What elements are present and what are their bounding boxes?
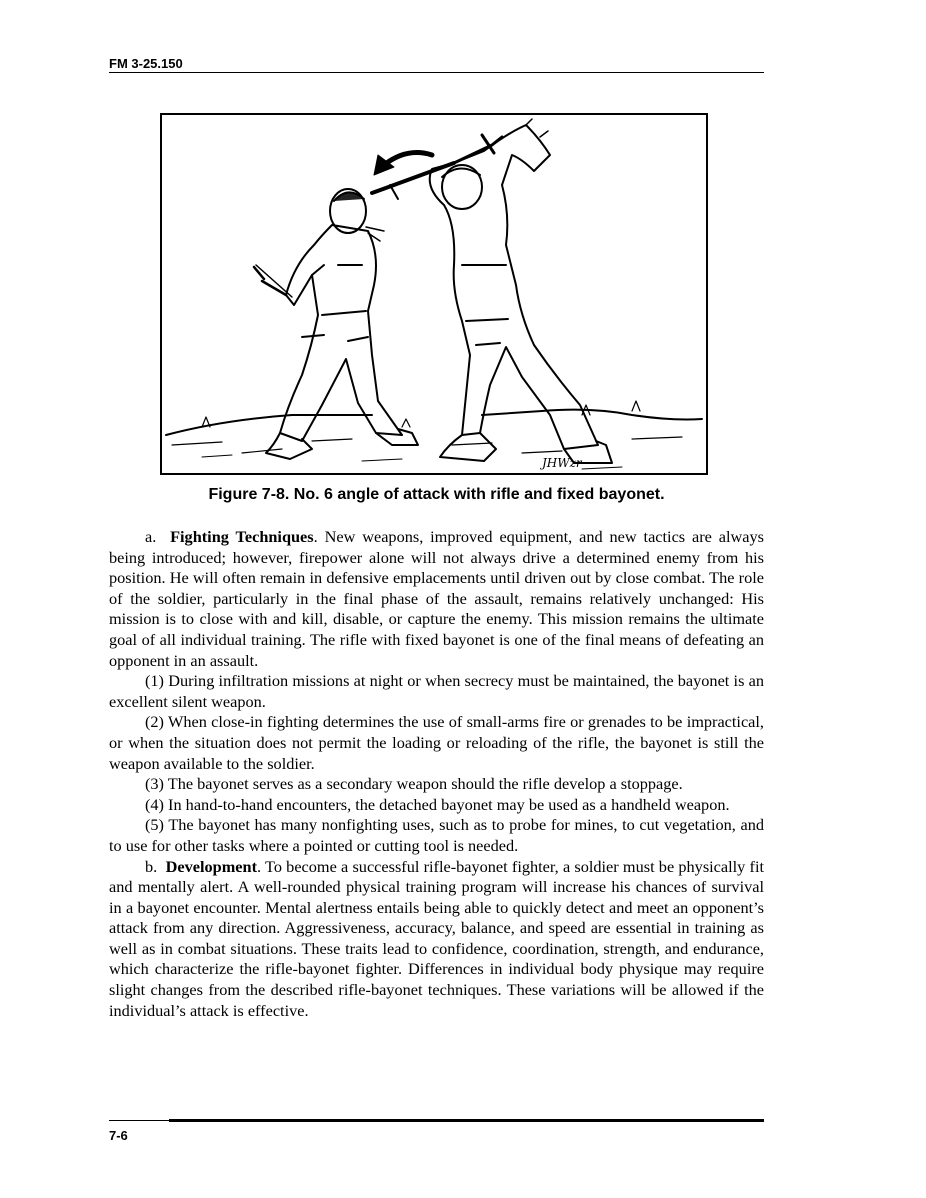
running-header: FM 3-25.150	[109, 56, 183, 71]
para-b-text: . To become a successful rifle-bayonet fighter, a soldier must be physically fit and mentally alert. A well-rounded physical training program will increase his chances of survival in a bayonet encounter. Mental alertness entails being able to quickly detect and meet an opponent’s attack from any direction. Aggressiveness, accuracy, balance, and speed are essential in training as well as in combat situations. These traits lead to confidence, coordination, strength, and endurance, which characterize the rifle-bayonet fighter. Differences in individual body physique may require slight changes from the described rifle-bayonet techniques. These variations will be allowed if the individual’s attack is effective.	[109, 856, 765, 1020]
figure-caption: Figure 7-8. No. 6 angle of attack with rifle and fixed bayonet.	[208, 486, 665, 503]
para-a-text: . New weapons, improved equipment, and new tactics are always being introduced; however, firepower alone will not always drive a determined enemy from his position. He will often remain in defensive emplacements until driven out by close combat. The role of the soldier, particularly in the final phase of the assault, remains relatively unchanged: His mission is to close with and kill, disable, or capture the enemy. This mission remains the ultimate goal of all individual training. The rifle with fixed bayonet is one of the final means of defeating an opponent in an assault.	[109, 527, 765, 670]
subitem-2: (2) When close-in fighting determines the use of small-arms fire or grenades to be impractical, or when the situation does not permit the loading or reloading of the rifle, the bayonet is still the weapon available to the soldier.	[109, 712, 764, 773]
header-rule	[109, 72, 764, 73]
subitem-1: (1) During infiltration missions at night or when secrecy must be maintained, the bayonet is an excellent silent weapon.	[109, 671, 764, 711]
body-text	[109, 527, 764, 1021]
paragraph-b	[109, 857, 764, 1022]
para-b-label: b.	[145, 856, 158, 876]
soldiers-drawing	[162, 115, 706, 473]
artist-signature: JHWzr	[542, 456, 582, 470]
footer-rule-thin	[109, 1120, 169, 1121]
footer-rule	[169, 1119, 764, 1122]
para-b-heading: Development	[165, 856, 258, 876]
figure-illustration	[160, 113, 708, 475]
subitem-3: (3) The bayonet serves as a secondary weapon should the rifle develop a stoppage.	[145, 774, 683, 794]
para-a-heading: Fighting Techniques	[170, 527, 314, 546]
page-number: 7-6	[109, 1128, 128, 1143]
paragraph-a	[109, 527, 764, 671]
subitem-5: (5) The bayonet has many nonfighting uses, such as to probe for mines, to cut vegetation, and to use for other tasks where a pointed or cutting tool is needed.	[109, 815, 764, 855]
para-a-label: a.	[145, 527, 157, 546]
subitem-4: (4) In hand-to-hand encounters, the detached bayonet may be used as a handheld weapon.	[145, 794, 730, 814]
